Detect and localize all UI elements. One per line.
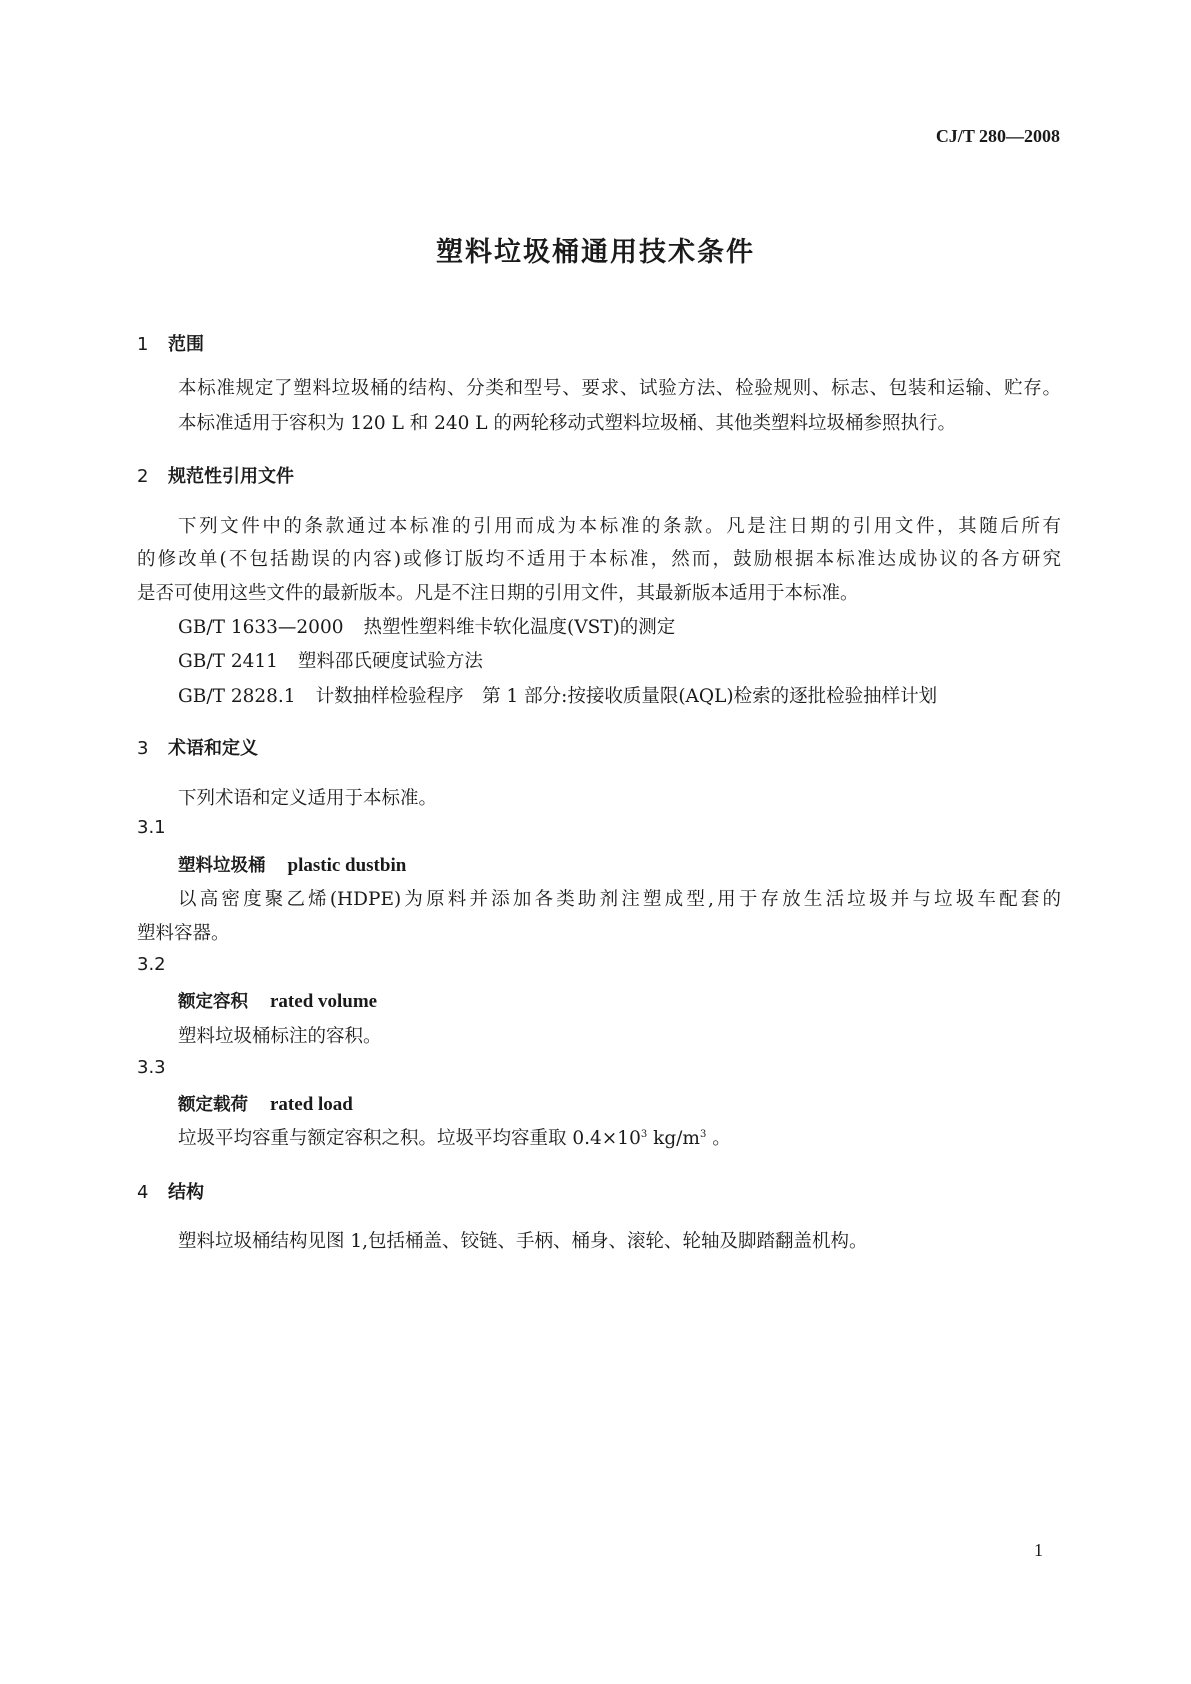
page-number: 1 xyxy=(1034,1540,1043,1560)
term-heading xyxy=(178,852,406,877)
term-en: rated load xyxy=(270,1094,353,1115)
section-label: 规范性引用文件 xyxy=(168,466,294,487)
document-title: 塑料垃圾桶通用技术条件 xyxy=(436,237,755,268)
paragraph-line: 塑料垃圾桶结构见图 1,包括桶盖、铰链、手柄、桶身、滚轮、轮轴及脚踏翻盖机构。 xyxy=(178,1231,868,1252)
section-label: 范围 xyxy=(168,334,204,355)
section-3-heading xyxy=(137,734,258,760)
section-1-heading xyxy=(137,330,204,356)
paragraph-line: 塑料容器。 xyxy=(137,923,230,944)
section-number: 3 xyxy=(137,738,149,759)
paragraph-line: 是否可使用这些文件的最新版本。凡是不注日期的引用文件，其最新版本适用于本标准。 xyxy=(137,583,859,604)
term-en: plastic dustbin xyxy=(287,855,407,876)
section-number: 1 xyxy=(137,334,149,355)
definition-text: 垃圾平均容重与额定容积之积。垃圾平均容重取 0.4×10 xyxy=(178,1128,641,1149)
reference-code: GB/T 2411 xyxy=(178,651,278,672)
section-label: 术语和定义 xyxy=(168,738,258,759)
subsection-number: 3.1 xyxy=(137,817,166,838)
reference-item xyxy=(178,647,483,673)
section-2-heading xyxy=(137,462,294,488)
section-number: 2 xyxy=(137,466,149,487)
section-number: 4 xyxy=(137,1182,149,1203)
reference-item xyxy=(178,682,937,708)
reference-title: 塑料邵氏硬度试验方法 xyxy=(297,651,483,672)
section-4-heading xyxy=(137,1178,204,1204)
subsection-number: 3.2 xyxy=(137,954,166,975)
standard-number: CJ/T 280—2008 xyxy=(935,126,1060,146)
paragraph-line: 下列术语和定义适用于本标准。 xyxy=(178,788,438,809)
exponent: 3 xyxy=(640,1128,648,1140)
paragraph-line: 塑料垃圾桶标注的容积。 xyxy=(178,1026,382,1047)
definition-text: kg/m xyxy=(647,1128,700,1149)
term-zh: 额定容积 xyxy=(178,992,248,1012)
term-zh: 塑料垃圾桶 xyxy=(178,856,266,876)
subsection-number: 3.3 xyxy=(137,1057,166,1078)
reference-code: GB/T 2828.1 xyxy=(178,686,296,707)
paragraph-line: 以高密度聚乙烯(HDPE)为原料并添加各类助剂注塑成型,用于存放生活垃圾并与垃圾车配套的 xyxy=(178,889,1061,910)
paragraph-line: 的修改单(不包括勘误的内容)或修订版均不适用于本标准，然而，鼓励根据本标准达成协议的各方研究 xyxy=(137,549,1061,570)
reference-code: GB/T 1633—2000 xyxy=(178,617,344,638)
reference-title: 计数抽样检验程序 第 1 部分:按接收质量限(AQL)检索的逐批检验抽样计划 xyxy=(315,686,938,707)
reference-item xyxy=(178,613,675,639)
paragraph-line: 本标准适用于容积为 120 L 和 240 L 的两轮移动式塑料垃圾桶、其他类塑料垃圾桶参照执行。 xyxy=(178,413,956,434)
term-zh: 额定载荷 xyxy=(178,1095,248,1115)
term-heading xyxy=(178,1091,353,1116)
exponent: 3 xyxy=(699,1128,707,1140)
paragraph-line xyxy=(178,1124,731,1150)
term-en: rated volume xyxy=(270,991,378,1012)
paragraph-line: 本标准规定了塑料垃圾桶的结构、分类和型号、要求、试验方法、检验规则、标志、包装和运输、贮存。 xyxy=(178,378,1061,399)
definition-text: 。 xyxy=(706,1128,731,1149)
section-label: 结构 xyxy=(168,1182,204,1203)
term-heading xyxy=(178,988,377,1013)
reference-title: 热塑性塑料维卡软化温度(VST)的测定 xyxy=(363,617,676,638)
paragraph-line: 下列文件中的条款通过本标准的引用而成为本标准的条款。凡是注日期的引用文件，其随后所有 xyxy=(178,516,1061,537)
